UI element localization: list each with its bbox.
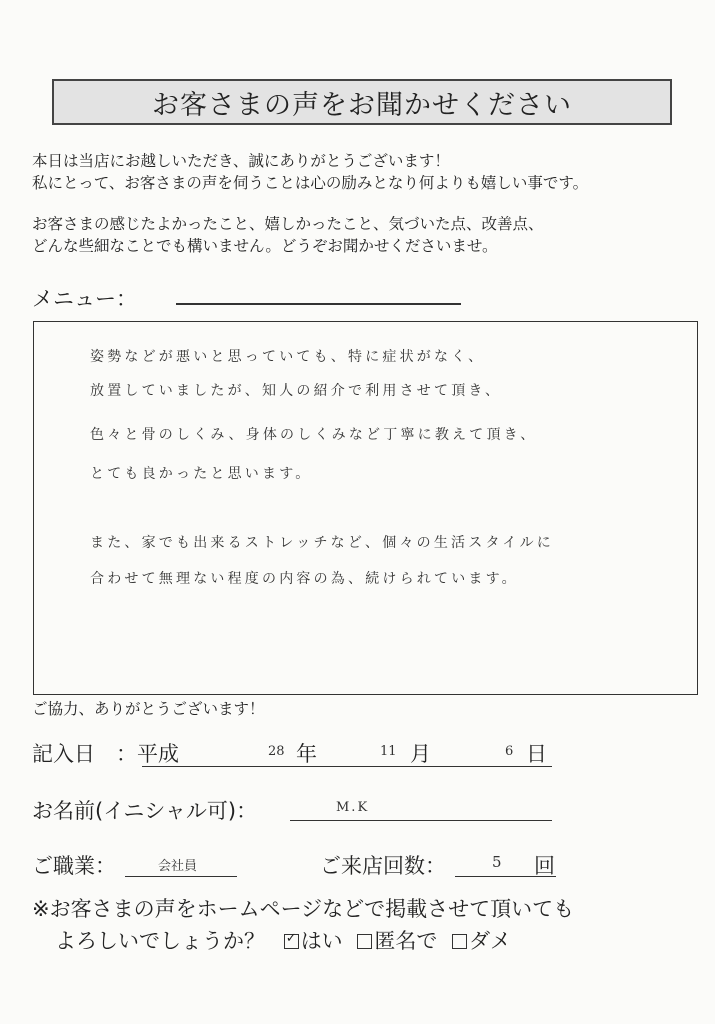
intro-line-2: 私にとって、お客さまの声を伺うことは心の励みとなり何よりも嬉しい事です。 bbox=[32, 174, 589, 192]
comment-line-3: 色々と骨のしくみ、身体のしくみなど丁寧に教えて頂き、 bbox=[90, 427, 538, 443]
occupation-label: ご職業： bbox=[32, 854, 116, 878]
occupation-value: 会社員 bbox=[158, 859, 198, 874]
name-label: お名前(イニシャル可)： bbox=[32, 799, 258, 823]
comment-line-2: 放置していましたが、知人の紹介で利用させて頂き、 bbox=[90, 383, 503, 399]
checkbox-no[interactable] bbox=[452, 934, 467, 949]
date-month-unit: 月 bbox=[410, 742, 431, 766]
comment-line-6: 合わせて無理ない程度の内容の為、続けられています。 bbox=[90, 571, 519, 587]
comment-line-4: とても良かったと思います。 bbox=[90, 466, 313, 482]
intro-line-4: どんな些細なことでも構いません。どうぞお聞かせくださいませ。 bbox=[32, 237, 498, 255]
visits-underline bbox=[455, 876, 556, 877]
thanks-text: ご協力、ありがとうございます！ bbox=[32, 700, 265, 718]
date-label: 記入日 ：平成 bbox=[32, 742, 179, 766]
notice-line-1: ※お客さまの声をホームページなどで掲載させて頂いても bbox=[32, 897, 575, 921]
option-no-label: ダメ bbox=[469, 929, 512, 953]
date-month-value: 11 bbox=[380, 744, 397, 759]
visits-unit: 回 bbox=[534, 854, 555, 878]
option-yes[interactable] bbox=[284, 929, 350, 953]
visits-value: 5 bbox=[492, 853, 502, 871]
notice-line-2 bbox=[55, 925, 511, 955]
menu-field-line bbox=[176, 303, 461, 305]
visits-label: ご来店回数： bbox=[320, 854, 446, 878]
check-mark-icon: ✓ bbox=[285, 931, 297, 946]
option-no[interactable] bbox=[452, 929, 511, 953]
option-anonymous-label: 匿名で bbox=[374, 929, 438, 953]
page-title: お客さまの声をお聞かせください bbox=[52, 79, 672, 125]
comment-box bbox=[33, 321, 698, 695]
comment-line-5: また、家でも出来るストレッチなど、個々の生活スタイルに bbox=[90, 535, 554, 551]
intro-line-3: お客さまの感じたよかったこと、嬉しかったこと、気づいた点、改善点、 bbox=[32, 215, 544, 233]
date-year-unit: 年 bbox=[296, 742, 317, 766]
comment-line-1: 姿勢などが悪いと思っていても、特に症状がなく、 bbox=[90, 349, 486, 365]
notice-question: よろしいでしょうか？ bbox=[55, 929, 265, 953]
date-day-value: 6 bbox=[505, 744, 514, 759]
name-underline bbox=[290, 820, 552, 821]
date-underline bbox=[142, 766, 552, 767]
checkbox-yes[interactable] bbox=[284, 931, 299, 949]
option-yes-label: はい bbox=[300, 929, 343, 953]
date-year-value: 28 bbox=[268, 744, 285, 759]
menu-label: メニュー： bbox=[32, 287, 137, 311]
name-value: M.K bbox=[336, 800, 370, 815]
occupation-underline bbox=[125, 876, 237, 877]
option-anonymous[interactable] bbox=[357, 929, 444, 953]
checkbox-anonymous[interactable] bbox=[357, 934, 372, 949]
intro-line-1: 本日は当店にお越しいただき、誠にありがとうございます！ bbox=[32, 152, 450, 170]
date-day-unit: 日 bbox=[526, 742, 547, 766]
